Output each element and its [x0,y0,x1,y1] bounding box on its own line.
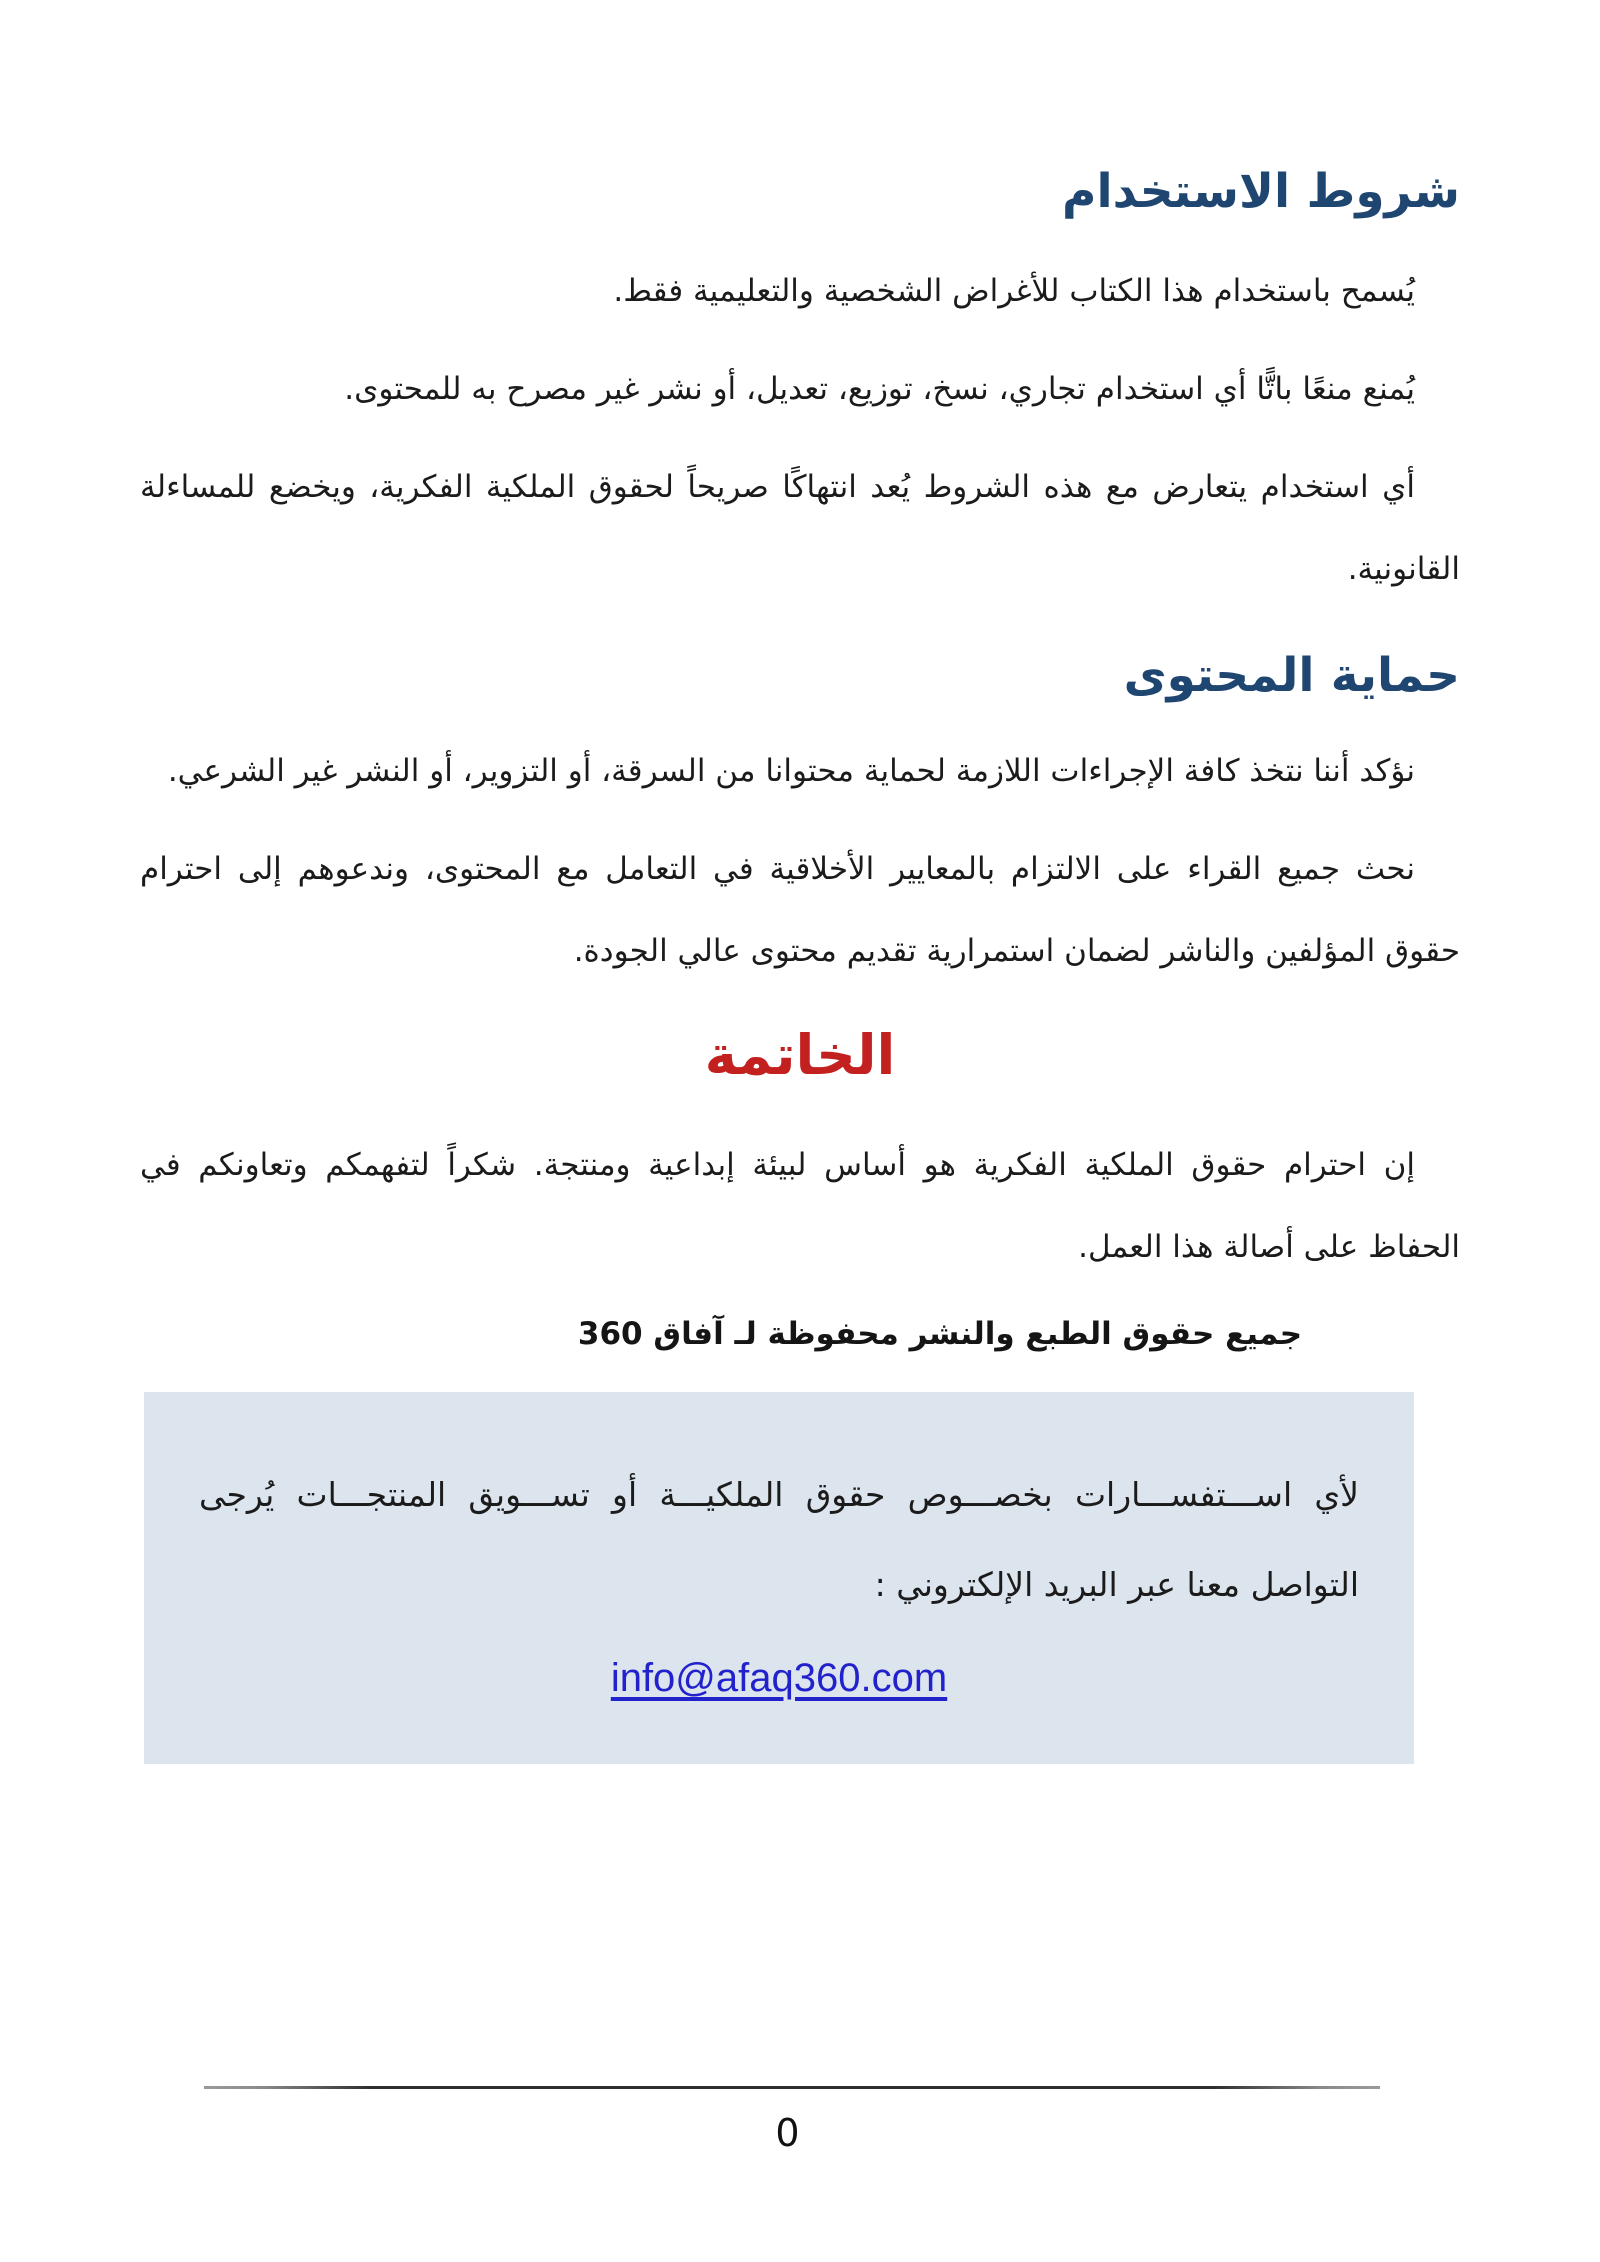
email-container [199,1654,1359,1702]
terms-paragraph-1: يُسمح باستخدام هذا الكتاب للأغراض الشخصية والتعليمية فقط. [613,273,1415,309]
footer-divider [204,2086,1380,2089]
terms-of-use-heading: شروط الاستخدام [1062,164,1460,219]
conclusion-paragraph: إن احترام حقوق الملكية الفكرية هو أساس لبيئة إبداعية ومنتجة. شكراً لتفهمكم وتعاونكم في الحفاظ على أصالة هذا العمل. [140,1147,1460,1265]
protection-paragraph-1: نؤكد أننا نتخذ كافة الإجراءات اللازمة لحماية محتوانا من السرقة، أو التزوير، أو النشر غير الشرعي. [167,753,1415,789]
terms-paragraph-3: أي استخدام يتعارض مع هذه الشروط يُعد انتهاكًا صريحاً لحقوق الملكية الفكرية، ويخضع للمساءلة القانونية. [140,469,1460,587]
terms-paragraph-2: يُمنع منعًا باتًّا أي استخدام تجاري، نسخ، توزيع، تعديل، أو نشر غير مصرح به للمحتوى. [344,371,1415,407]
content-protection-heading: حماية المحتوى [1123,648,1460,703]
page-number: 0 [775,2111,800,2155]
contact-inquiry-text: لأي اســـتفســـارات بخصـــوص حقوق الملكيـــة أو تســـويق المنتجـــات يُرجى التواصل معنا عبر البريد الإلكتروني : [199,1475,1359,1604]
conclusion-heading: الخاتمة [704,1023,896,1087]
email-link[interactable]: info@afaq360.com [610,1656,948,1700]
copyright-line: جميع حقوق الطبع والنشر محفوظة لـ آفاق 360 [577,1316,1303,1352]
protection-paragraph-2: نحث جميع القراء على الالتزام بالمعايير الأخلاقية في التعامل مع المحتوى، وندعوهم إلى احترام حقوق المؤلفين والناشر لضمان استمرارية تقديم محتوى عالي الجودة. [140,851,1460,969]
contact-box [144,1392,1414,1764]
